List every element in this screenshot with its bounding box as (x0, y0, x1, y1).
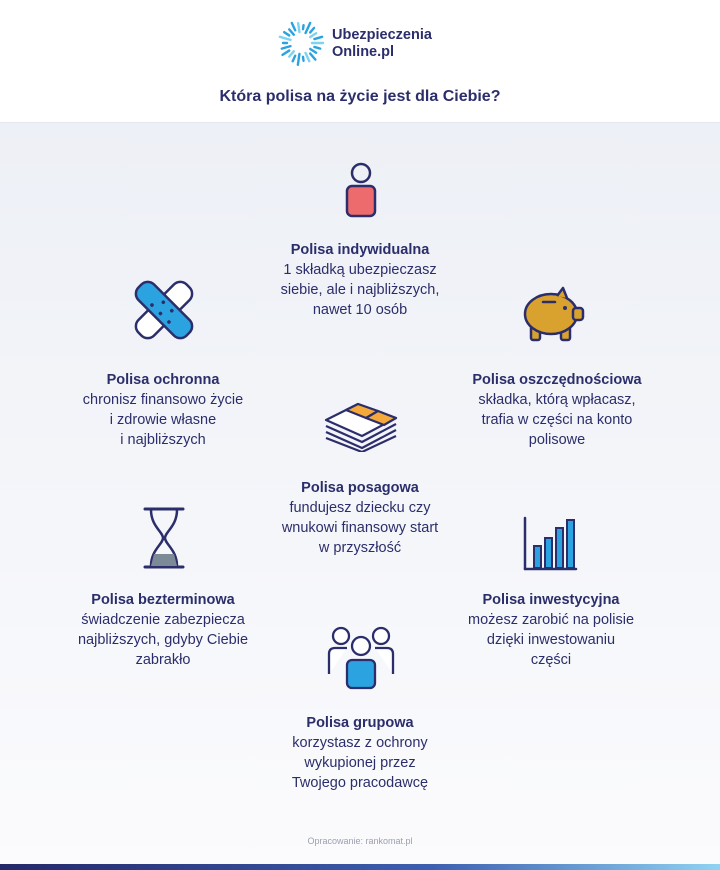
item-description: świadczenie zabezpiecza najbliższych, gdyby Ciebie zabrakło (77, 612, 249, 668)
item-title: Polisa posagowa (301, 480, 419, 496)
group-icon (327, 624, 395, 690)
header (0, 0, 720, 123)
page-title: Która polisa na życie jest dla Ciebie? (219, 88, 501, 105)
logo-burst-icon (276, 18, 326, 68)
item-group (240, 713, 480, 793)
person-icon (341, 160, 381, 220)
item-lifetime (43, 590, 283, 670)
hourglass-icon (143, 506, 185, 570)
piggy-bank-icon (519, 286, 587, 344)
item-description: 1 składką ubezpieczasz siebie, ale i najbliższych, nawet 10 osób (280, 262, 440, 318)
item-title: Polisa inwestycyjna (482, 592, 620, 608)
item-savings (437, 370, 677, 450)
item-protective (43, 370, 283, 450)
source-credit: Opracowanie: rankomat.pl (307, 836, 413, 846)
item-title: Polisa grupowa (306, 715, 414, 731)
item-title: Polisa indywidualna (290, 242, 430, 258)
logo-line-2: Online.pl (332, 44, 395, 60)
item-individual (240, 240, 480, 320)
item-description: chronisz finansowo życie i zdrowie własne i najbliższych (82, 392, 244, 448)
item-title: Polisa bezterminowa (91, 592, 235, 608)
bandage-icon (128, 274, 200, 346)
logo-line-1: Ubezpieczenia (332, 27, 432, 43)
item-description: składka, którą wpłacasz, trafia w części na konto polisowe (478, 392, 636, 448)
item-description: możesz zarobić na polisie dzięki inwestowaniu części (467, 612, 635, 668)
item-title: Polisa oszczędnościowa (472, 372, 642, 388)
item-description: korzystasz z ochrony wykupionej przez Twojego pracodawcę (291, 735, 429, 791)
money-stack-icon (322, 398, 400, 452)
logo[interactable] (276, 18, 476, 70)
bottom-gradient-bar (0, 864, 720, 870)
item-dowry (240, 478, 480, 558)
item-investment (431, 590, 671, 670)
logo-text (332, 27, 432, 61)
item-title: Polisa ochronna (106, 372, 220, 388)
item-description: fundujesz dziecku czy wnukowi finansowy start w przyszłość (281, 500, 439, 556)
bar-chart-icon (522, 516, 578, 572)
